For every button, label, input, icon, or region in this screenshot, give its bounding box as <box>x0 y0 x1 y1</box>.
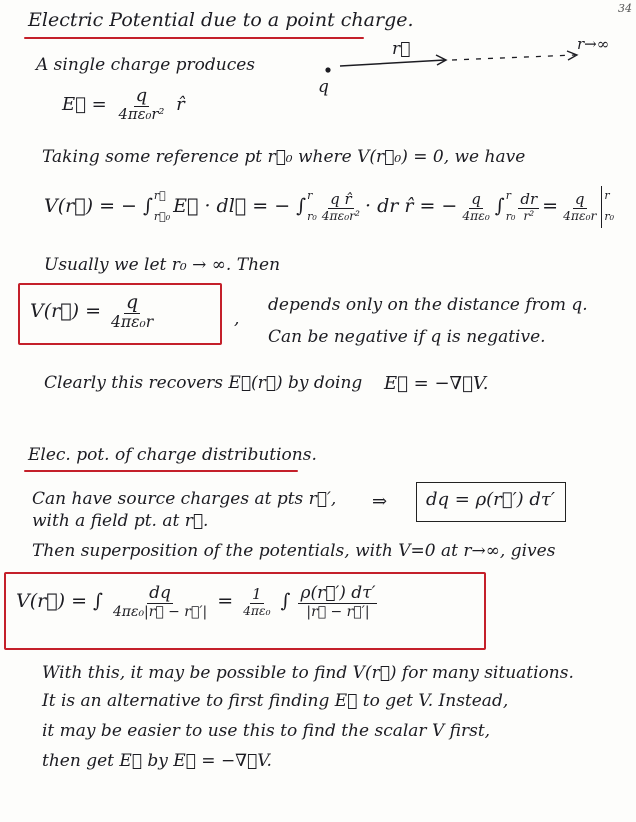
field-formula-lhs: E⃗ = <box>62 93 107 115</box>
frac1-den: 4πε₀r² <box>321 208 360 223</box>
closing-line-4: then get E⃗ by E⃗ = −∇⃗V. <box>42 751 272 771</box>
boxed-dq: dq = ρ(r⃗′) dτ′ <box>426 489 555 510</box>
bi-frac3-num: ρ(r⃗′) dτ′ <box>300 583 376 603</box>
infinity-label: r→∞ <box>577 35 610 53</box>
bi-frac3-den: |r⃗ − r⃗′| <box>306 603 370 620</box>
bi-frac2-num: 1 <box>252 585 262 604</box>
vector-label: r⃗ <box>392 39 411 59</box>
limit1-lower: r⃗₀ <box>153 209 171 223</box>
boxed-integral-int2: ∫ <box>280 589 291 612</box>
limits-1 <box>154 186 170 228</box>
boxed-integral-eq: = <box>217 589 234 612</box>
limit2-lower: r₀ <box>307 209 317 223</box>
boxed-result-num: q <box>126 291 139 313</box>
frac4-den: 4πε₀r <box>563 208 597 223</box>
field-formula-tail: r̂ <box>176 93 185 115</box>
frac3-num: dr <box>520 190 538 209</box>
section2-title-underline <box>24 470 298 472</box>
source-line2: with a field pt. at r⃗. <box>32 511 209 531</box>
field-formula-den: 4πε₀r² <box>118 105 165 123</box>
integral-frac2 <box>460 191 491 223</box>
eval-lower: r₀ <box>604 209 615 223</box>
clearly-text: Clearly this recovers E⃗(r⃗) by doing <box>44 373 363 393</box>
limits-2 <box>307 186 317 228</box>
source-line1: Can have source charges at pts r⃗′, <box>32 489 337 509</box>
charge-diagram <box>0 0 636 120</box>
depends-line1: depends only on the distance from q. <box>268 295 588 315</box>
integral-chain-part1: V(r⃗) = − ∫ <box>44 194 153 217</box>
limit1-upper: r⃗ <box>153 189 166 202</box>
integral-chain-part2: E⃗ · dl⃗ = − ∫ <box>173 194 307 217</box>
dashed-extension <box>452 55 575 60</box>
reference-text: Taking some reference pt r⃗₀ where V(r⃗₀) = 0, we have <box>42 147 526 167</box>
eval-bar <box>601 186 614 228</box>
limits-3 <box>506 186 516 228</box>
boxed-integral-lhs: V(r⃗) = ∫ <box>16 589 103 612</box>
superposition-text: Then superposition of the potentials, with V=0 at r→∞, gives <box>32 541 556 561</box>
boxed-integral-frac3 <box>298 584 377 620</box>
boxed-integral-frac1 <box>111 584 209 620</box>
integral-frac4 <box>561 191 598 223</box>
bi-frac1-den: 4πε₀|r⃗ − r⃗′| <box>112 603 208 620</box>
closing-line-2: It is an alternative to first finding E⃗ to get V. Instead, <box>42 691 509 711</box>
integral-chain <box>44 186 614 228</box>
integral-frac1 <box>320 191 362 223</box>
implies-arrow: ⇒ <box>372 491 388 512</box>
depends-line2: Can be negative if q is negative. <box>268 327 546 347</box>
closing-line-3: it may be easier to use this to find the scalar V first, <box>42 721 491 741</box>
frac3-den: r² <box>523 208 535 223</box>
intro-text: A single charge produces <box>36 55 256 75</box>
field-formula-num: q <box>135 85 148 106</box>
charge-dot <box>325 67 330 72</box>
section2-title: Elec. pot. of charge distributions. <box>28 445 317 465</box>
integral-chain-part3: · dr r̂ = − <box>364 194 458 217</box>
boxed-result-lhs: V(r⃗) = <box>30 299 101 322</box>
integral-chain-part4: ∫ <box>494 194 505 217</box>
boxed-integral <box>16 584 377 620</box>
usually-text: Usually we let r₀ → ∞. Then <box>44 255 281 275</box>
page-number: 34 <box>618 2 632 15</box>
bi-frac1-num: dq <box>149 583 171 603</box>
eval-upper: r <box>604 189 610 202</box>
boxed-result-frac <box>109 292 155 332</box>
limit3-lower: r₀ <box>505 209 516 223</box>
comma: , <box>234 309 240 329</box>
boxed-integral-frac2 <box>241 586 272 618</box>
section1-title: Electric Potential due to a point charge. <box>28 9 414 31</box>
frac4-num: q <box>574 190 585 209</box>
clearly-formula: E⃗ = −∇⃗V. <box>384 373 489 394</box>
boxed-result <box>30 292 155 332</box>
frac1-num: q r̂ <box>330 190 352 209</box>
charge-label: q <box>318 77 329 97</box>
boxed-result-den: 4πε₀r <box>111 312 154 331</box>
limit3-upper: r <box>505 189 511 202</box>
integral-chain-part5: = <box>542 194 559 217</box>
limit2-upper: r <box>307 189 313 202</box>
position-vector-arrow <box>340 60 445 66</box>
integral-frac3 <box>518 191 539 223</box>
frac2-num: q <box>471 190 481 209</box>
bi-frac2-den: 4πε₀ <box>243 603 271 618</box>
frac2-den: 4πε₀ <box>462 208 490 223</box>
closing-line-1: With this, it may be possible to find V(r⃗) for many situations. <box>42 663 574 683</box>
